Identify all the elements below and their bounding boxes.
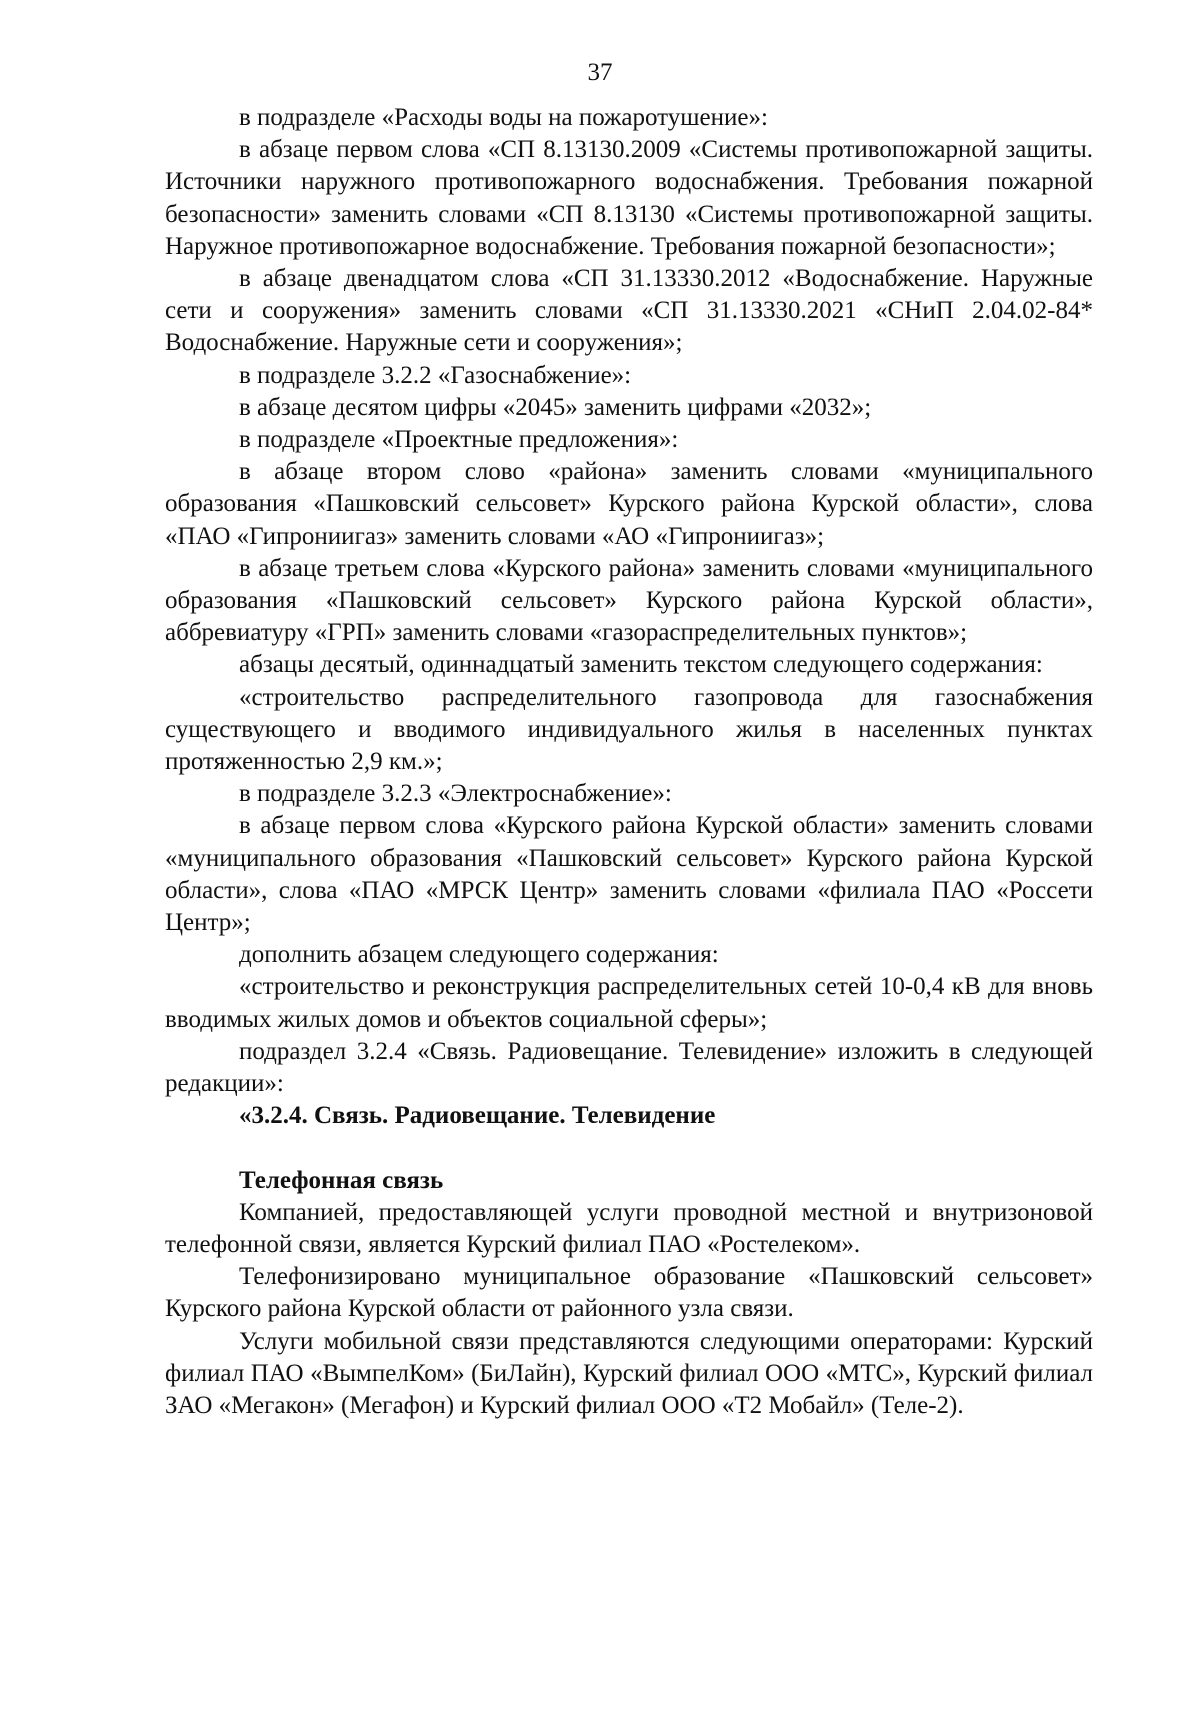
section-heading: «3.2.4. Связь. Радиовещание. Телевидение (239, 1102, 716, 1130)
paragraph: подраздел 3.2.4 «Связь. Радиовещание. Телевидение» изложить в следующей редакции»: (165, 1037, 1093, 1098)
paragraph: в подразделе 3.2.2 «Газоснабжение»: (239, 361, 632, 389)
paragraph: дополнить абзацем следующего содержания: (239, 941, 719, 969)
paragraph: «строительство и реконструкция распределительных сетей 10-0,4 кВ для вновь вводимых жилых домов и объектов социальной сферы»; (165, 973, 1093, 1033)
paragraph: «строительство распределительного газопровода для газоснабжения существующего и вводимого индивидуального жилья в населенных пунктах протяженностью 2,9 км.»; (165, 683, 1093, 776)
paragraph: в абзаце первом слова «Курского района Курской области» заменить словами «муниципального образования «Пашковский сельсовет» Курского района Курской области», слова «ПАО «МРСК Центр» заменить словами «филиала ПАО «Россети Центр»; (165, 812, 1093, 937)
paragraph: в подразделе «Проектные предложения»: (239, 426, 679, 454)
document-body (165, 102, 1093, 1422)
paragraph: в абзаце двенадцатом слова «СП 31.13330.2012 «Водоснабжение. Наружные сети и сооружения» заменить словами «СП 31.13330.2021 «СНиП 2.04.02-84* Водоснабжение. Наружные сети и сооружения»; (165, 265, 1093, 357)
paragraph: в подразделе 3.2.3 «Электроснабжение»: (239, 780, 672, 808)
paragraph: в абзаце третьем слова «Курского района» заменить словами «муниципального образования «Пашковский сельсовет» Курского района Курской области», аббревиатуру «ГРП» заменить словами «газораспределительных пунктов»; (165, 554, 1093, 647)
paragraph: в абзаце первом слова «СП 8.13130.2009 «Системы противопожарной защиты. Источники наружного противопожарного водоснабжения. Требования пожарной безопасности» заменить словами «СП 8.13130 «Системы противопожарной защиты. Наружное противопожарное водоснабжение. Требования пожарной безопасности»; (165, 136, 1093, 260)
paragraph: абзацы десятый, одиннадцатый заменить текстом следующего содержания: (239, 651, 1043, 679)
paragraph: в абзаце втором слово «района» заменить словами «муниципального образования «Пашковский сельсовет» Курского района Курской области», слова «ПАО «Гипрониигаз» заменить словами «АО «Гипрониигаз»; (165, 458, 1093, 550)
subsection-heading: Телефонная связь (239, 1166, 444, 1194)
paragraph: в абзаце десятом цифры «2045» заменить цифрами «2032»; (239, 393, 872, 421)
page-number: 37 (587, 59, 613, 86)
paragraph: Телефонизировано муниципальное образование «Пашковский сельсовет» Курского района Курской области от районного узла связи. (165, 1263, 1093, 1323)
paragraph: Услуги мобильной связи представляются следующими операторами: Курский филиал ПАО «ВымпелКом» (БиЛайн), Курский филиал ООО «МТС», Курский филиал ЗАО «Мегакон» (Мегафон) и Курский филиал ООО «Т2 Мобайл» (Теле-2). (165, 1327, 1093, 1419)
paragraph: в подразделе «Расходы воды на пожаротушение»: (239, 104, 768, 131)
paragraph: Компанией, предоставляющей услуги проводной местной и внутризоновой телефонной связи, является Курский филиал ПАО «Ростелеком». (165, 1198, 1093, 1258)
